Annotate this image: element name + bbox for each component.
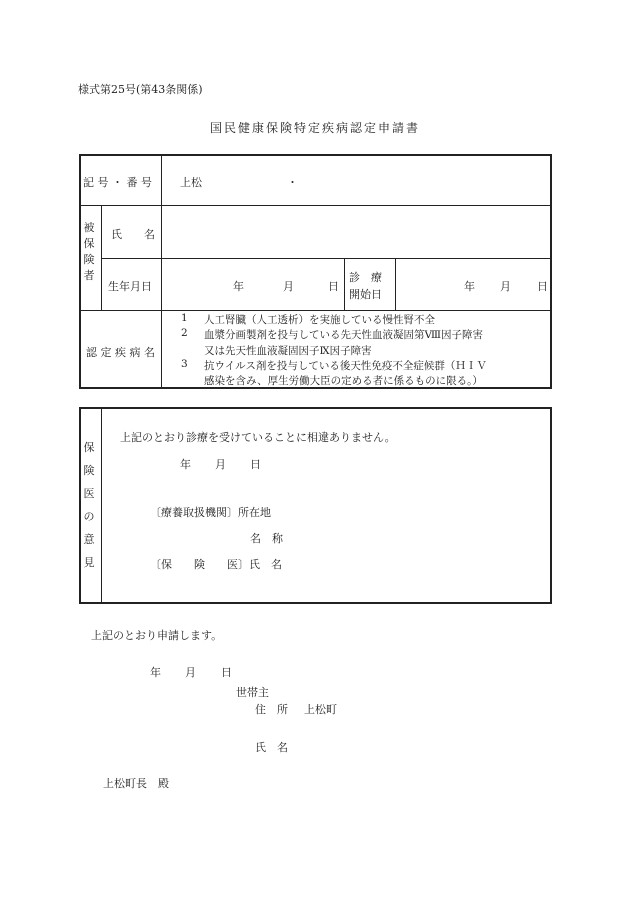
application-date-year: 年 [150,666,161,679]
name-label: 氏 名 [111,228,155,241]
application-date-month: 月 [185,666,196,679]
applicant-name-label: 氏 名 [255,741,288,754]
birth-year-unit: 年 [233,280,244,293]
insured-person-label: 被 保 険 者 [83,221,95,282]
address-label: 住 所 [255,703,288,716]
disease-item-2-number: 2 [181,327,188,339]
disease-item-1-text[interactable]: 人工腎臓（人工透析）を実施している慢性腎不全 [204,314,435,326]
start-month-unit: 月 [500,280,511,293]
birth-date-label: 生年月日 [108,280,152,293]
certified-disease-label: 認 定 疾 病 名 [86,346,155,359]
householder-label: 世帯主 [236,686,269,699]
form-number: 様式第25号(第43条関係) [78,83,203,96]
institution-address-label: 〔療養取扱機関〕所在地 [150,506,271,519]
disease-item-2-text-cont: 又は先天性血液凝固因子Ⅸ因子障害 [204,345,372,357]
application-statement: 上記のとおり申請します。 [91,629,223,642]
name-field[interactable] [170,215,540,249]
disease-item-3-text[interactable]: 抗ウイルス剤を投与している後天性免疫不全症候群（ＨＩＶ [204,360,487,372]
treatment-start-label-line2: 開始日 [349,288,382,301]
address-value[interactable]: 上松町 [304,703,337,716]
doctor-statement: 上記のとおり診療を受けていることに相違ありません。 [120,431,396,444]
institution-name-label: 名 称 [250,532,283,545]
start-year-unit: 年 [464,280,475,293]
disease-item-3-text-cont: 感染を含み、厚生労働大臣の定める者に係るものに限る。） [204,375,483,387]
disease-item-3-number: 3 [181,358,188,370]
doctor-date-year: 年 [180,458,191,471]
treatment-start-label-line1: 診 療 [349,271,382,284]
doctor-date-day: 日 [250,458,261,471]
record-number-prefix[interactable]: 上松 [180,176,202,189]
doctor-date-month: 月 [215,458,226,471]
birth-day-unit: 日 [328,280,339,293]
start-day-unit: 日 [537,280,548,293]
birth-month-unit: 月 [283,280,294,293]
disease-item-1-number: 1 [181,312,188,324]
doctor-name-label: 〔保 険 医〕氏 名 [150,558,282,571]
record-number-label: 記 号 ・ 番 号 [83,176,152,189]
doctor-opinion-label: 保 険 医 の 意 見 [83,441,95,569]
page-title: 国民健康保険特定疾病認定申請書 [209,121,420,135]
application-date-day: 日 [221,666,232,679]
disease-item-2-text[interactable]: 血漿分画製剤を投与している先天性血液凝固第Ⅷ因子障害 [204,329,484,341]
addressee: 上松町長 殿 [103,777,169,790]
record-number-separator: ・ [287,176,298,189]
